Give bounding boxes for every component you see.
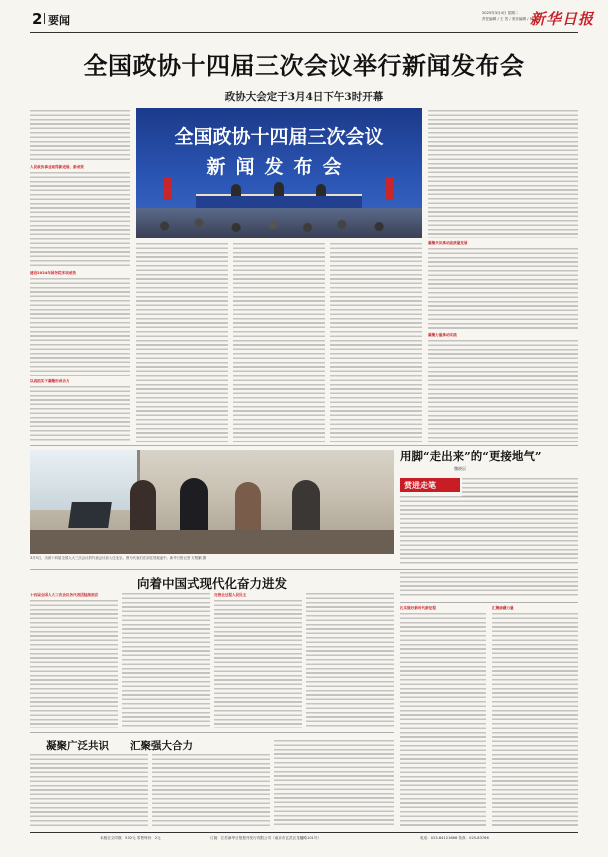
section2-text-3 (214, 600, 302, 728)
train-window (30, 450, 140, 510)
podium-table (196, 194, 362, 208)
body-text-col-3 (233, 243, 325, 442)
lead-paragraph-4 (30, 386, 130, 442)
section2-top-rule (30, 569, 578, 570)
commentary-text-3 (274, 740, 394, 828)
lead-paragraph-3 (30, 278, 130, 376)
deck-headline: 政协大会定于3月4日下午3时开幕 (224, 91, 384, 103)
red-flag-right (386, 178, 394, 200)
column-badge (400, 478, 460, 492)
newspaper-logo: 新华日报 (530, 10, 595, 28)
section2-text-2 (122, 593, 210, 728)
footer-rule (30, 832, 578, 833)
right-subhead-1: 凝聚共识推动高质量发展 (428, 241, 468, 245)
right-text-2 (428, 248, 578, 330)
right-text-4 (400, 613, 486, 828)
date-line: 2025年3月4日 星期二 (482, 11, 519, 15)
lead-subhead-2: 建设2024年国务院多项成效 (30, 271, 76, 275)
right-subhead-2: 凝聚力量推动实践 (428, 333, 457, 337)
lead-paragraph-1 (30, 110, 130, 162)
commentary-text-2 (152, 754, 270, 828)
screen-title-line-2: 新闻发布会 (206, 156, 352, 178)
column-title: 用脚“走出来”的“更接地气” (400, 449, 542, 463)
right-text-5 (492, 613, 578, 828)
main-headline: 全国政协十四届三次会议举行新闻发布会 (83, 51, 525, 80)
section2-subhead-1: 十四届全国人大三次会议各代表团陆续抵京 (30, 593, 99, 597)
photo-caption: 3月3日，出席十四届全国人大三次会议的代表会议前入住北京。图为代表们在前往驻地途中。新华日报记者 万程鹏 摄 (30, 556, 206, 560)
section2-subhead-3: 扎实做好新时代新征程 (400, 606, 436, 610)
footer-right: 电话：025-84121666 传真：025-83766 (420, 836, 489, 840)
page-header (30, 8, 595, 30)
column-text-2 (400, 496, 578, 566)
section-name: 要闻 (48, 14, 70, 27)
lead-subhead-1: 人民政协事业取得新进展、新成效 (30, 165, 84, 169)
lead-paragraph-2 (30, 172, 130, 268)
section2-title: 向着中国式现代化奋力进发 (136, 576, 287, 591)
right-text-1 (428, 110, 578, 238)
footer-mid: 订阅：江苏新华日报报刊发行有限公司（南京市玄武区龙蟠路101号） (210, 836, 322, 840)
right-text-3 (428, 340, 578, 442)
speaker-figure-3 (316, 184, 326, 196)
speaker-figure-2 (274, 182, 284, 196)
editors-line: 责任编辑 / 王 签 / 美术编辑 / 何 颖 (482, 17, 538, 21)
press-conference-photo (136, 108, 422, 238)
footer-left: 本版全文印数：532元 零售每份：2元 (100, 836, 161, 840)
right-rule (400, 602, 578, 603)
body-text-col-4 (330, 243, 422, 442)
section2-subhead-2: 完善全过程人民民主 (214, 593, 247, 597)
lead-subhead-3: 以真抓实干凝聚形成合力 (30, 379, 70, 383)
red-flag-left (164, 178, 172, 200)
header-rule (30, 32, 578, 33)
laptop-screen (68, 502, 112, 528)
body-text-col-2 (136, 243, 228, 442)
bottom-rule (30, 732, 394, 733)
commentary-title-2: 汇聚强大合力 (130, 740, 193, 752)
column-byline: 魏晓辰 (454, 466, 466, 471)
audience-crowd (136, 208, 422, 238)
section-divider (44, 13, 45, 24)
page-number: 2 (32, 10, 43, 28)
column-text-3 (400, 572, 578, 598)
section2-subhead-4: 汇聚磅礴力量 (492, 606, 514, 610)
column-badge-label: 赏进走笔 (404, 480, 436, 490)
screen-title-line-1: 全国政协十四届三次会议 (174, 126, 384, 148)
commentary-title-1: 凝聚广泛共识 (46, 740, 109, 752)
speaker-figure-1 (231, 184, 241, 196)
train-photo (30, 450, 394, 554)
section2-text-1 (30, 600, 118, 728)
seat-backs (30, 530, 394, 554)
commentary-text-1 (30, 754, 148, 828)
mid-rule (30, 445, 578, 446)
section2-text-4 (306, 593, 394, 728)
